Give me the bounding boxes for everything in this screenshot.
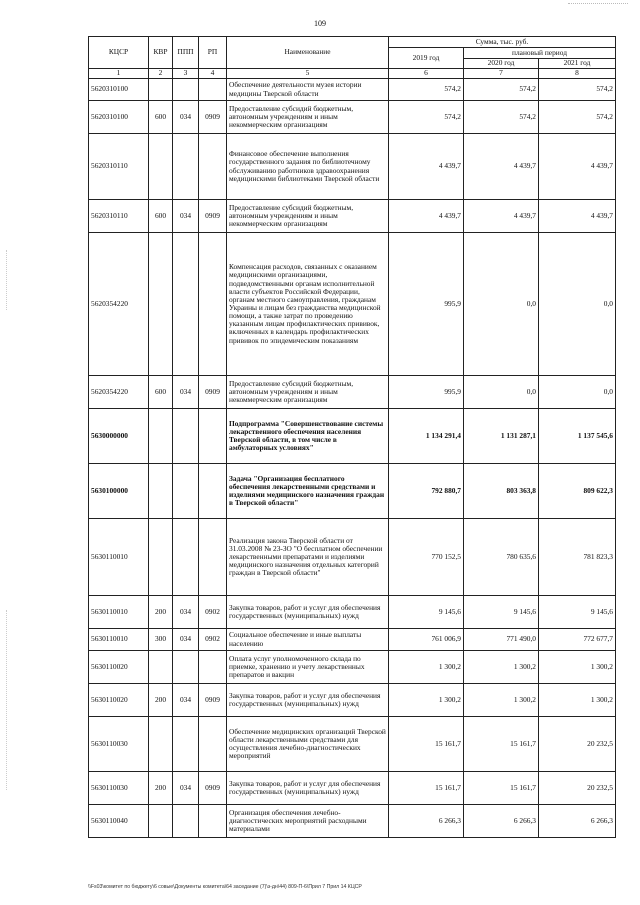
- name-cell: Финансовое обеспечение выполнения государственного задания по библиотечному обслуживанию работников здравоохранения медицинскими библиотеками Тверской области: [227, 134, 389, 200]
- sum-2021-cell: 574,2: [539, 101, 616, 134]
- sum-2019-cell: 995,9: [389, 376, 464, 409]
- kcsr-cell: 5620354220: [89, 233, 149, 376]
- ppp-cell: 034: [173, 200, 199, 233]
- ppp-cell: [173, 651, 199, 684]
- kcsr-cell: 5630110030: [89, 717, 149, 772]
- kvr-cell: [149, 409, 173, 464]
- name-cell: Реализация закона Тверской области от 31.03.2008 № 23-ЗО "О бесплатном обеспечении лекарственными препаратами и изделиями медицинского назначения отдельных категорий граждан в Тверской области": [227, 519, 389, 596]
- sum-2020-cell: 4 439,7: [464, 200, 539, 233]
- kvr-cell: 200: [149, 772, 173, 805]
- sum-2020-cell: 1 131 287,1: [464, 409, 539, 464]
- kvr-cell: [149, 233, 173, 376]
- sum-2019-cell: 4 439,7: [389, 134, 464, 200]
- table-body: [89, 79, 616, 838]
- ppp-cell: [173, 519, 199, 596]
- rp-cell: [199, 651, 227, 684]
- header-year-2019: 2019 год: [389, 48, 464, 69]
- kcsr-cell: 5620310100: [89, 101, 149, 134]
- sum-2021-cell: 574,2: [539, 79, 616, 101]
- kcsr-cell: 5620354220: [89, 376, 149, 409]
- name-cell: Обеспечение деятельности музея истории медицины Тверской области: [227, 79, 389, 101]
- sum-2021-cell: 781 823,3: [539, 519, 616, 596]
- rp-cell: 0902: [199, 629, 227, 651]
- rp-cell: [199, 805, 227, 838]
- ppp-cell: [173, 79, 199, 101]
- kcsr-cell: 5630110030: [89, 772, 149, 805]
- sum-2019-cell: 1 300,2: [389, 684, 464, 717]
- rp-cell: 0902: [199, 596, 227, 629]
- column-number: 7: [464, 69, 539, 79]
- sum-2021-cell: 1 300,2: [539, 651, 616, 684]
- ppp-cell: 034: [173, 101, 199, 134]
- ppp-cell: 034: [173, 376, 199, 409]
- header-kvr: КВР: [149, 37, 173, 69]
- sum-2019-cell: 9 145,6: [389, 596, 464, 629]
- table-row: [89, 134, 616, 200]
- sum-2020-cell: 771 490,0: [464, 629, 539, 651]
- kvr-cell: [149, 651, 173, 684]
- sum-2019-cell: 995,9: [389, 233, 464, 376]
- sum-2021-cell: 0,0: [539, 233, 616, 376]
- rp-cell: 0909: [199, 376, 227, 409]
- scan-artifact: [6, 250, 8, 310]
- column-number: 8: [539, 69, 616, 79]
- kvr-cell: 200: [149, 684, 173, 717]
- name-cell: Подпрограмма "Совершенствование системы лекарственного обеспечения населения Тверской области, в том числе в амбулаторных условиях": [227, 409, 389, 464]
- table-row: [89, 200, 616, 233]
- sum-2020-cell: 15 161,7: [464, 717, 539, 772]
- name-cell: Закупка товаров, работ и услуг для обеспечения государственных (муниципальных) нужд: [227, 596, 389, 629]
- name-cell: Компенсация расходов, связанных с оказанием медицинскими организациями, подведомственными органам исполнительной власти субъектов Российской Федерации, органам местного самоуправления, гражданам Украины и лицам без гражданства медицинской помощи, а также затрат по проведению указанным лицам профилактических прививок, включенных в календарь профилактических прививок по эпидемическим показаниям: [227, 233, 389, 376]
- kvr-cell: 600: [149, 200, 173, 233]
- name-cell: Предоставление субсидий бюджетным, автономным учреждениям и иным некоммерческим организациям: [227, 101, 389, 134]
- rp-cell: [199, 233, 227, 376]
- name-cell: Организация обеспечения лечебно-диагностических мероприятий расходными материалами: [227, 805, 389, 838]
- rp-cell: 0909: [199, 200, 227, 233]
- rp-cell: [199, 717, 227, 772]
- rp-cell: [199, 464, 227, 519]
- sum-2019-cell: 792 880,7: [389, 464, 464, 519]
- sum-2020-cell: 780 635,6: [464, 519, 539, 596]
- sum-2021-cell: 9 145,6: [539, 596, 616, 629]
- table-row: [89, 717, 616, 772]
- header-year-2021: 2021 год: [539, 59, 616, 69]
- kcsr-cell: 5620310110: [89, 200, 149, 233]
- scan-artifact: [568, 3, 628, 5]
- rp-cell: [199, 134, 227, 200]
- sum-2020-cell: 6 266,3: [464, 805, 539, 838]
- sum-2019-cell: 574,2: [389, 79, 464, 101]
- kcsr-cell: 5630000000: [89, 409, 149, 464]
- header-ppp: ППП: [173, 37, 199, 69]
- name-cell: Социальное обеспечение и иные выплаты населению: [227, 629, 389, 651]
- table-row: [89, 233, 616, 376]
- sum-2019-cell: 6 266,3: [389, 805, 464, 838]
- kcsr-cell: 5620310110: [89, 134, 149, 200]
- kvr-cell: 300: [149, 629, 173, 651]
- sum-2019-cell: 15 161,7: [389, 717, 464, 772]
- budget-table: [88, 36, 616, 838]
- name-cell: Предоставление субсидий бюджетным, автономным учреждениям и иным некоммерческим организациям: [227, 376, 389, 409]
- table-row: [89, 805, 616, 838]
- ppp-cell: 034: [173, 772, 199, 805]
- table-row: [89, 79, 616, 101]
- sum-2020-cell: 4 439,7: [464, 134, 539, 200]
- sum-2020-cell: 1 300,2: [464, 684, 539, 717]
- sum-2021-cell: 4 439,7: [539, 134, 616, 200]
- ppp-cell: [173, 134, 199, 200]
- column-number: 1: [89, 69, 149, 79]
- kvr-cell: [149, 79, 173, 101]
- rp-cell: 0909: [199, 684, 227, 717]
- sum-2021-cell: 1 300,2: [539, 684, 616, 717]
- kcsr-cell: 5630110020: [89, 651, 149, 684]
- header-rp: РП: [199, 37, 227, 69]
- name-cell: Оплата услуг уполномоченного склада по приемке, хранению и учету лекарственных препаратов и вакцин: [227, 651, 389, 684]
- kcsr-cell: 5630110020: [89, 684, 149, 717]
- column-number: 2: [149, 69, 173, 79]
- name-cell: Предоставление субсидий бюджетным, автономным учреждениям и иным некоммерческим организациям: [227, 200, 389, 233]
- kcsr-cell: 5630110010: [89, 596, 149, 629]
- scan-artifact: [6, 610, 8, 790]
- kvr-cell: 200: [149, 596, 173, 629]
- name-cell: Обеспечение медицинских организаций Тверской области лекарственными средствами для осуществления лечебно-диагностических мероприятий: [227, 717, 389, 772]
- column-number: 3: [173, 69, 199, 79]
- kcsr-cell: 5630100000: [89, 464, 149, 519]
- header-year-2020: 2020 год: [464, 59, 539, 69]
- table-row: [89, 101, 616, 134]
- kvr-cell: [149, 519, 173, 596]
- ppp-cell: [173, 409, 199, 464]
- kvr-cell: [149, 717, 173, 772]
- rp-cell: 0909: [199, 772, 227, 805]
- table-row: [89, 772, 616, 805]
- kvr-cell: 600: [149, 101, 173, 134]
- kvr-cell: [149, 464, 173, 519]
- ppp-cell: [173, 805, 199, 838]
- sum-2020-cell: 574,2: [464, 79, 539, 101]
- header-kcsr: КЦСР: [89, 37, 149, 69]
- kvr-cell: [149, 134, 173, 200]
- sum-2020-cell: 0,0: [464, 376, 539, 409]
- sum-2021-cell: 20 232,5: [539, 717, 616, 772]
- table-row: [89, 519, 616, 596]
- table-row: [89, 651, 616, 684]
- sum-2021-cell: 772 677,7: [539, 629, 616, 651]
- kvr-cell: [149, 805, 173, 838]
- column-number: 6: [389, 69, 464, 79]
- header-name: Наименование: [227, 37, 389, 69]
- column-number-row: [89, 69, 616, 79]
- kcsr-cell: 5630110010: [89, 519, 149, 596]
- ppp-cell: 034: [173, 629, 199, 651]
- sum-2019-cell: 1 300,2: [389, 651, 464, 684]
- sum-2020-cell: 9 145,6: [464, 596, 539, 629]
- table-row: [89, 376, 616, 409]
- ppp-cell: [173, 233, 199, 376]
- sum-2021-cell: 4 439,7: [539, 200, 616, 233]
- name-cell: Задача "Организация бесплатного обеспечения лекарственными средствами и изделиями медицинского назначения граждан в Тверской области": [227, 464, 389, 519]
- ppp-cell: [173, 717, 199, 772]
- name-cell: Закупка товаров, работ и услуг для обеспечения государственных (муниципальных) нужд: [227, 772, 389, 805]
- sum-2020-cell: 574,2: [464, 101, 539, 134]
- table-row: [89, 596, 616, 629]
- sum-2021-cell: 20 232,5: [539, 772, 616, 805]
- ppp-cell: 034: [173, 684, 199, 717]
- rp-cell: 0909: [199, 101, 227, 134]
- sum-2019-cell: 770 152,5: [389, 519, 464, 596]
- kcsr-cell: 5630110010: [89, 629, 149, 651]
- rp-cell: [199, 409, 227, 464]
- sum-2021-cell: 6 266,3: [539, 805, 616, 838]
- ppp-cell: [173, 464, 199, 519]
- table-row: [89, 684, 616, 717]
- sum-2019-cell: 1 134 291,4: [389, 409, 464, 464]
- page-number: 109: [314, 19, 326, 28]
- sum-2021-cell: 1 137 545,6: [539, 409, 616, 464]
- name-cell: Закупка товаров, работ и услуг для обеспечения государственных (муниципальных) нужд: [227, 684, 389, 717]
- table-row: [89, 629, 616, 651]
- table-row: [89, 464, 616, 519]
- sum-2019-cell: 15 161,7: [389, 772, 464, 805]
- footer-file-path: \\Fs03\комитет по бюджету\6 совые\Документы комитета\64 заседание (7)\з-дн\44) 809-П-6\Прил 7 Прил 14 КЦСР: [88, 884, 362, 890]
- column-number: 5: [227, 69, 389, 79]
- table-row: [89, 409, 616, 464]
- ppp-cell: 034: [173, 596, 199, 629]
- sum-2019-cell: 574,2: [389, 101, 464, 134]
- kvr-cell: 600: [149, 376, 173, 409]
- header-plan-period: плановый период: [464, 48, 616, 59]
- rp-cell: [199, 79, 227, 101]
- sum-2020-cell: 803 363,8: [464, 464, 539, 519]
- sum-2020-cell: 15 161,7: [464, 772, 539, 805]
- kcsr-cell: 5620310100: [89, 79, 149, 101]
- sum-2021-cell: 809 622,3: [539, 464, 616, 519]
- sum-2020-cell: 1 300,2: [464, 651, 539, 684]
- sum-2020-cell: 0,0: [464, 233, 539, 376]
- sum-2021-cell: 0,0: [539, 376, 616, 409]
- kcsr-cell: 5630110040: [89, 805, 149, 838]
- sum-2019-cell: 761 006,9: [389, 629, 464, 651]
- sum-2019-cell: 4 439,7: [389, 200, 464, 233]
- header-sum: Сумма, тыс. руб.: [389, 37, 616, 48]
- rp-cell: [199, 519, 227, 596]
- column-number: 4: [199, 69, 227, 79]
